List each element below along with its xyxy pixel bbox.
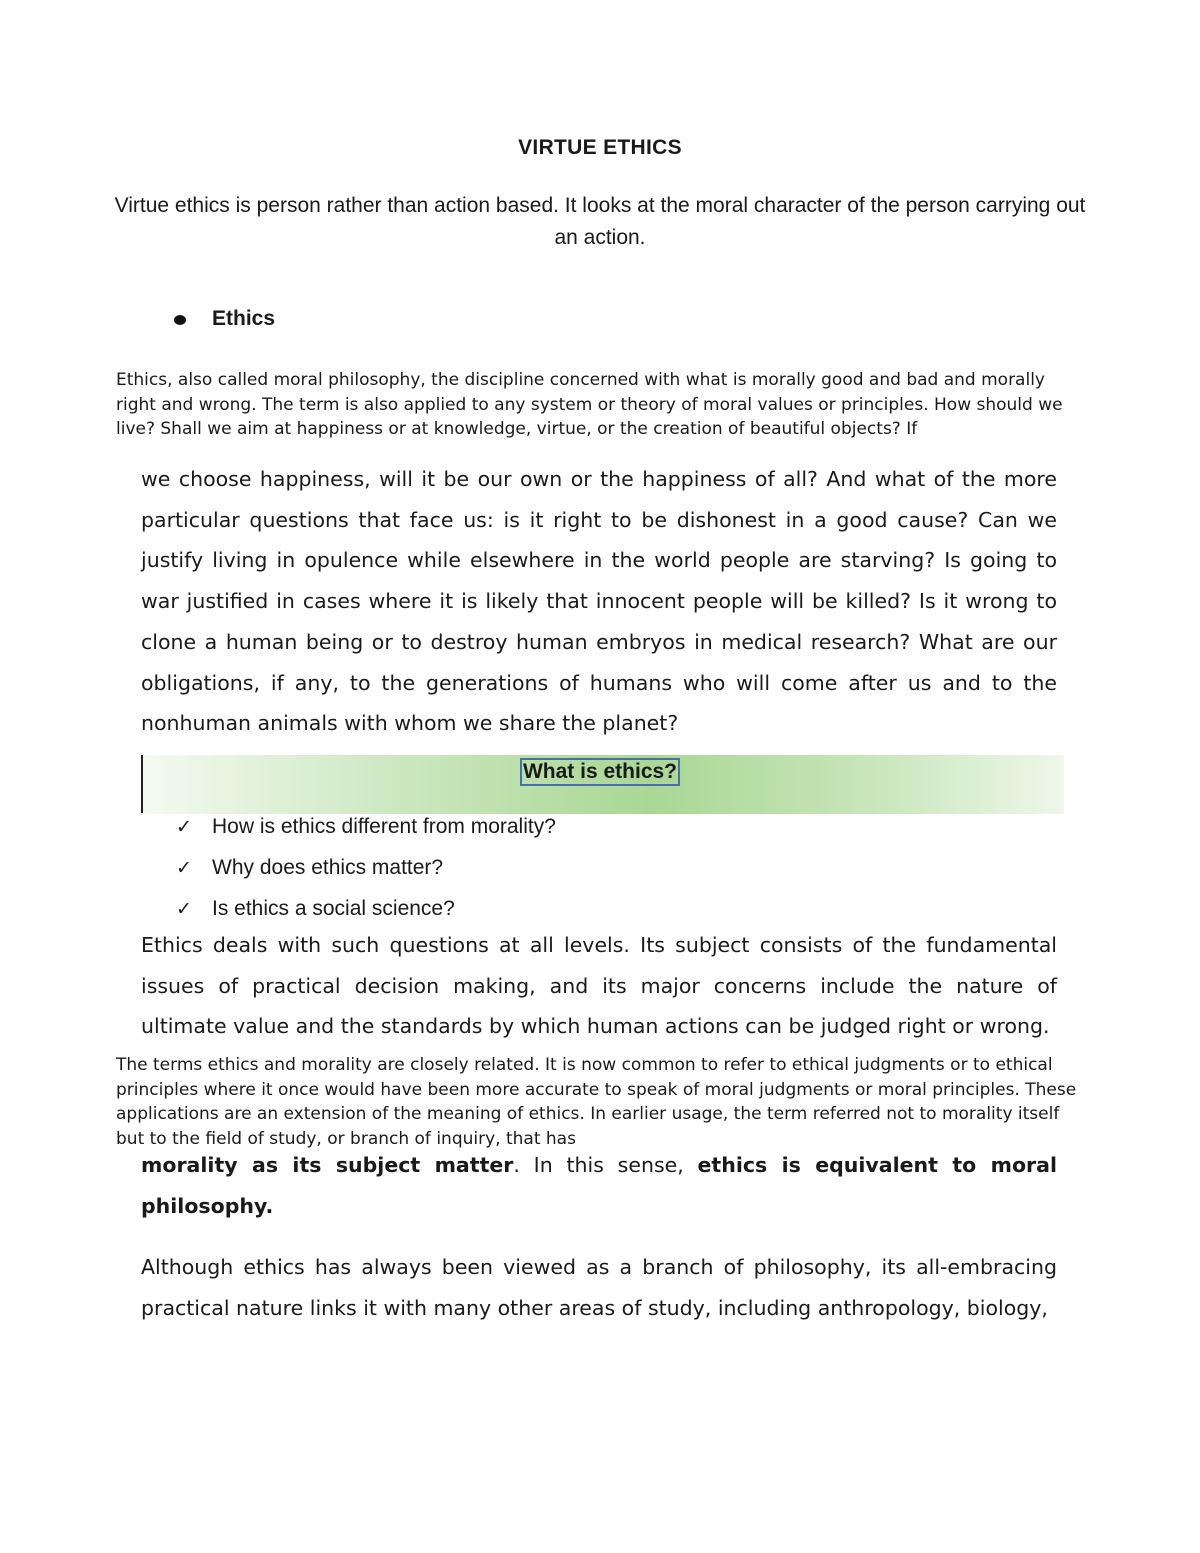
bullet-heading-ethics: Ethics	[212, 307, 276, 330]
bullet-dot-icon	[174, 315, 186, 325]
paragraph-text: . In this sense,	[513, 1153, 698, 1177]
paragraph-moral-philosophy	[141, 1145, 1057, 1226]
paragraph-branch: Although ethics has always been viewed as a branch of philosophy, its all-embracing practical nature links it with many other areas of study, including anthropology, biology,	[141, 1255, 1057, 1320]
intro-paragraph: Virtue ethics is person rather than action based. It looks at the moral character of the person carrying out an action.	[114, 194, 1086, 249]
checkmark-icon: ✓	[176, 816, 192, 838]
checklist-item-label: Is ethics a social science?	[212, 897, 455, 920]
emphasis-subject-matter: morality as its subject matter	[141, 1153, 514, 1177]
emphasis-equivalent: ethics is equivalent to moral philosophy.	[141, 1153, 1058, 1218]
checklist-item	[176, 815, 556, 839]
checklist-item	[176, 856, 443, 880]
paragraph-definition: Ethics, also called moral philosophy, the discipline concerned with what is morally good and bad and morally right and wrong. The term is also applied to any system or theory of moral values or principles. How should we live? Shall we aim at happiness or at knowledge, virtue, or the creation of beautiful objects? If	[116, 370, 1063, 439]
paragraph-levels: Ethics deals with such questions at all levels. Its subject consists of the fundamental issues of practical decision making, and its major concerns include the nature of ultimate value and the standards by which human actions can be judged right or wrong.	[141, 933, 1057, 1039]
paragraph-terms: The terms ethics and morality are closely related. It is now common to refer to ethical judgments or to ethical principles where it once would have been more accurate to speak of moral judgments or moral principles. These applications are an extension of the meaning of ethics. In earlier usage, the term referred not to morality itself but to the field of study, or branch of inquiry, that has	[116, 1055, 1077, 1149]
section-heading	[0, 758, 1200, 786]
checklist-item	[176, 897, 455, 921]
section-heading-text: What is ethics?	[520, 758, 680, 786]
document-title: VIRTUE ETHICS	[518, 136, 682, 159]
checklist-item-label: How is ethics different from morality?	[212, 815, 556, 838]
checklist-item-label: Why does ethics matter?	[212, 856, 444, 879]
checkmark-icon: ✓	[176, 857, 192, 879]
paragraph-questions: we choose happiness, will it be our own or the happiness of all? And what of the more particular questions that face us: is it right to be dishonest in a good cause? Can we justify living in opulence while elsewhere in the world people are starving? Is going to war justified in cases where it is likely that innocent people will be killed? Is it wrong to clone a human being or to destroy human embryos in medical research? What are our obligations, if any, to the generations of humans who will come after us and to the nonhuman animals with whom we share the planet?	[141, 467, 1057, 736]
checkmark-icon: ✓	[176, 898, 192, 920]
